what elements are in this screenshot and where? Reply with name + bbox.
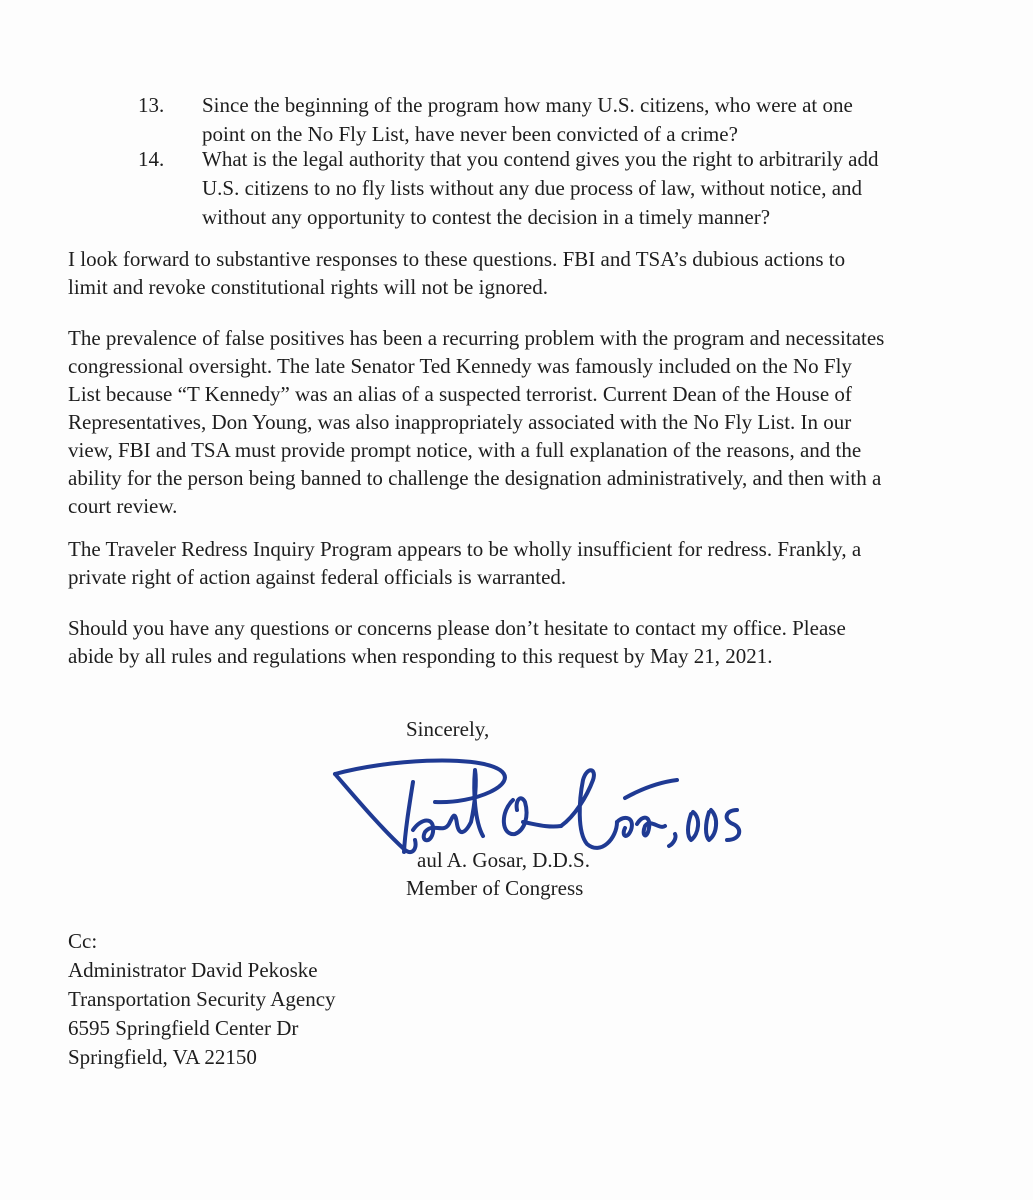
paragraph-line: Representatives, Don Young, was also inappropriately associated with the No Fly List. In our	[68, 410, 852, 434]
signer-name	[406, 846, 590, 874]
cc-block	[68, 927, 336, 1072]
signature-strokes	[335, 760, 739, 852]
paragraph-line: private right of action against federal officials is warranted.	[68, 565, 567, 589]
question-line: without any opportunity to contest the decision in a timely manner?	[202, 205, 771, 229]
paragraph-false-positives	[68, 324, 968, 520]
signer-title: Member of Congress	[406, 876, 584, 900]
question-line: U.S. citizens to no fly lists without any due process of law, without notice, and	[202, 176, 863, 200]
question-13	[138, 91, 958, 149]
paragraph-redress	[68, 535, 968, 591]
question-line: Since the beginning of the program how many U.S. citizens, who were at one	[202, 93, 853, 117]
question-line: What is the legal authority that you contend gives you the right to arbitrarily add	[202, 147, 879, 171]
signer-block	[406, 846, 590, 902]
salutation: Sincerely,	[406, 717, 490, 741]
paragraph-line: ability for the person being banned to challenge the designation administratively, and then with a	[68, 466, 882, 490]
paragraph-responses	[68, 245, 968, 301]
question-number: 14.	[138, 147, 165, 171]
question-text	[202, 145, 958, 232]
paragraph-contact	[68, 614, 968, 670]
paragraph-line: limit and revoke constitutional rights will not be ignored.	[68, 275, 549, 299]
paragraph-line: The Traveler Redress Inquiry Program appears to be wholly insufficient for redress. Frankly, a	[68, 537, 862, 561]
paragraph-line: The prevalence of false positives has been a recurring problem with the program and necessitates	[68, 326, 885, 350]
paragraph-line: Should you have any questions or concerns please don’t hesitate to contact my office. Please	[68, 616, 846, 640]
paragraph-line: I look forward to substantive responses to these questions. FBI and TSA’s dubious actions to	[68, 247, 846, 271]
question-line: point on the No Fly List, have never been convicted of a crime?	[202, 122, 738, 146]
paragraph-line: view, FBI and TSA must provide prompt notice, with a full explanation of the reasons, and the	[68, 438, 862, 462]
question-text	[202, 91, 958, 149]
paragraph-line: court review.	[68, 494, 178, 518]
cc-label: Cc:	[68, 929, 98, 953]
paragraph-line: abide by all rules and regulations when responding to this request by May 21, 2021.	[68, 644, 773, 668]
question-number: 13.	[138, 93, 165, 117]
paragraph-line: List because “T Kennedy” was an alias of a suspected terrorist. Current Dean of the House of	[68, 382, 852, 406]
cc-line: Administrator David Pekoske	[68, 958, 318, 982]
cc-line: 6595 Springfield Center Dr	[68, 1016, 299, 1040]
signer-name-text: aul A. Gosar, D.D.S.	[417, 848, 590, 872]
cc-line: Transportation Security Agency	[68, 987, 336, 1011]
cc-line: Springfield, VA 22150	[68, 1045, 257, 1069]
paragraph-line: congressional oversight. The late Senator Ted Kennedy was famously included on the No Fly	[68, 354, 852, 378]
question-14	[138, 145, 958, 232]
